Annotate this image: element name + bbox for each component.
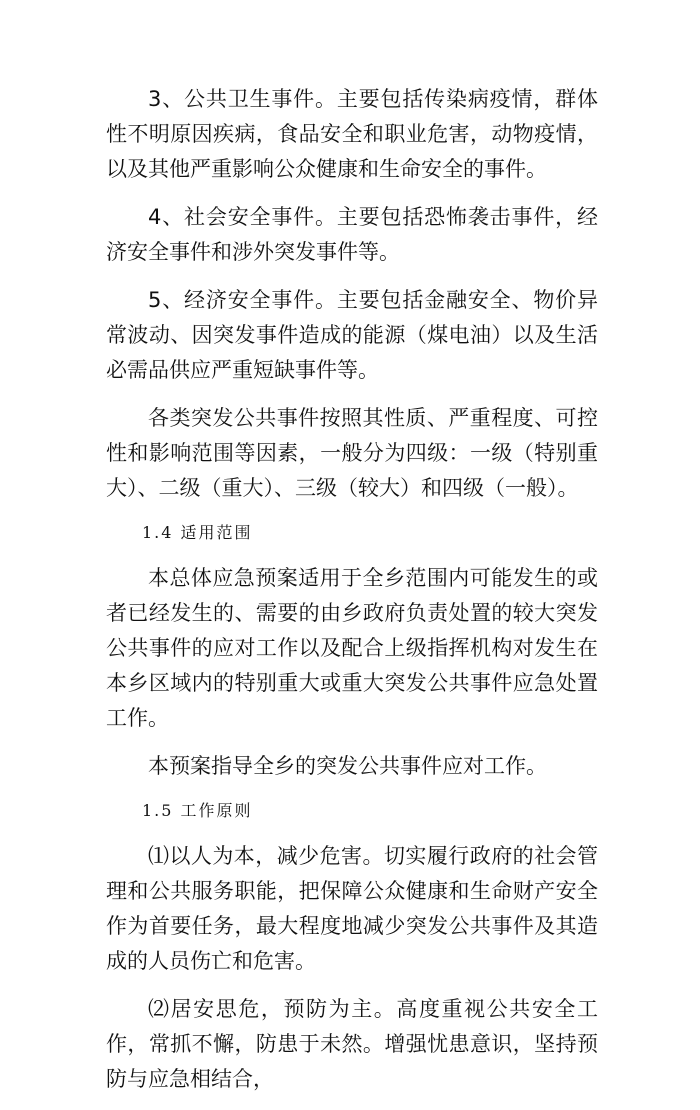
- section-heading-principles: 1.5 工作原则: [142, 801, 253, 820]
- paragraph-event-levels: 各类突发公共事件按照其性质、严重程度、可控性和影响范围等因素，一般分为四级：一级（特别重大）、二级（重大）、三级（较大）和四级（一般）。: [106, 406, 598, 500]
- paragraph-scope: 本总体应急预案适用于全乡范围内可能发生的或者已经发生的、需要的由乡政府负责处置的较大突发公共事件的应对工作以及配合上级指挥机构对发生在本乡区域内的特别重大或重大突发公共事件应急处置工作。: [106, 566, 598, 730]
- paragraph-principle-1: ⑴以人为本，减少危害。切实履行政府的社会管理和公共服务职能，把保障公众健康和生命财产安全作为首要任务，最大程度地减少突发公共事件及其造成的人员伤亡和危害。: [106, 844, 598, 973]
- paragraph-guidance: 本预案指导全乡的突发公共事件应对工作。: [148, 754, 547, 778]
- paragraph-social-security: 4、社会安全事件。主要包括恐怖袭击事件，经济安全事件和涉外突发事件等。: [106, 205, 598, 264]
- paragraph-economic-security: 5、经济安全事件。主要包括金融安全、物价异常波动、因突发事件造成的能源（煤电油）以及生活必需品供应严重短缺事件等。: [106, 288, 598, 382]
- paragraph-public-health: 3、公共卫生事件。主要包括传染病疫情，群体性不明原因疾病，食品安全和职业危害，动物疫情，以及其他严重影响公众健康和生命安全的事件。: [106, 87, 598, 181]
- document-body: [106, 82, 598, 1110]
- section-heading-scope: 1.4 适用范围: [142, 523, 253, 542]
- paragraph-principle-2: ⑵居安思危，预防为主。高度重视公共安全工作，常抓不懈，防患于未然。增强忧患意识，坚持预防与应急相结合，: [106, 997, 598, 1091]
